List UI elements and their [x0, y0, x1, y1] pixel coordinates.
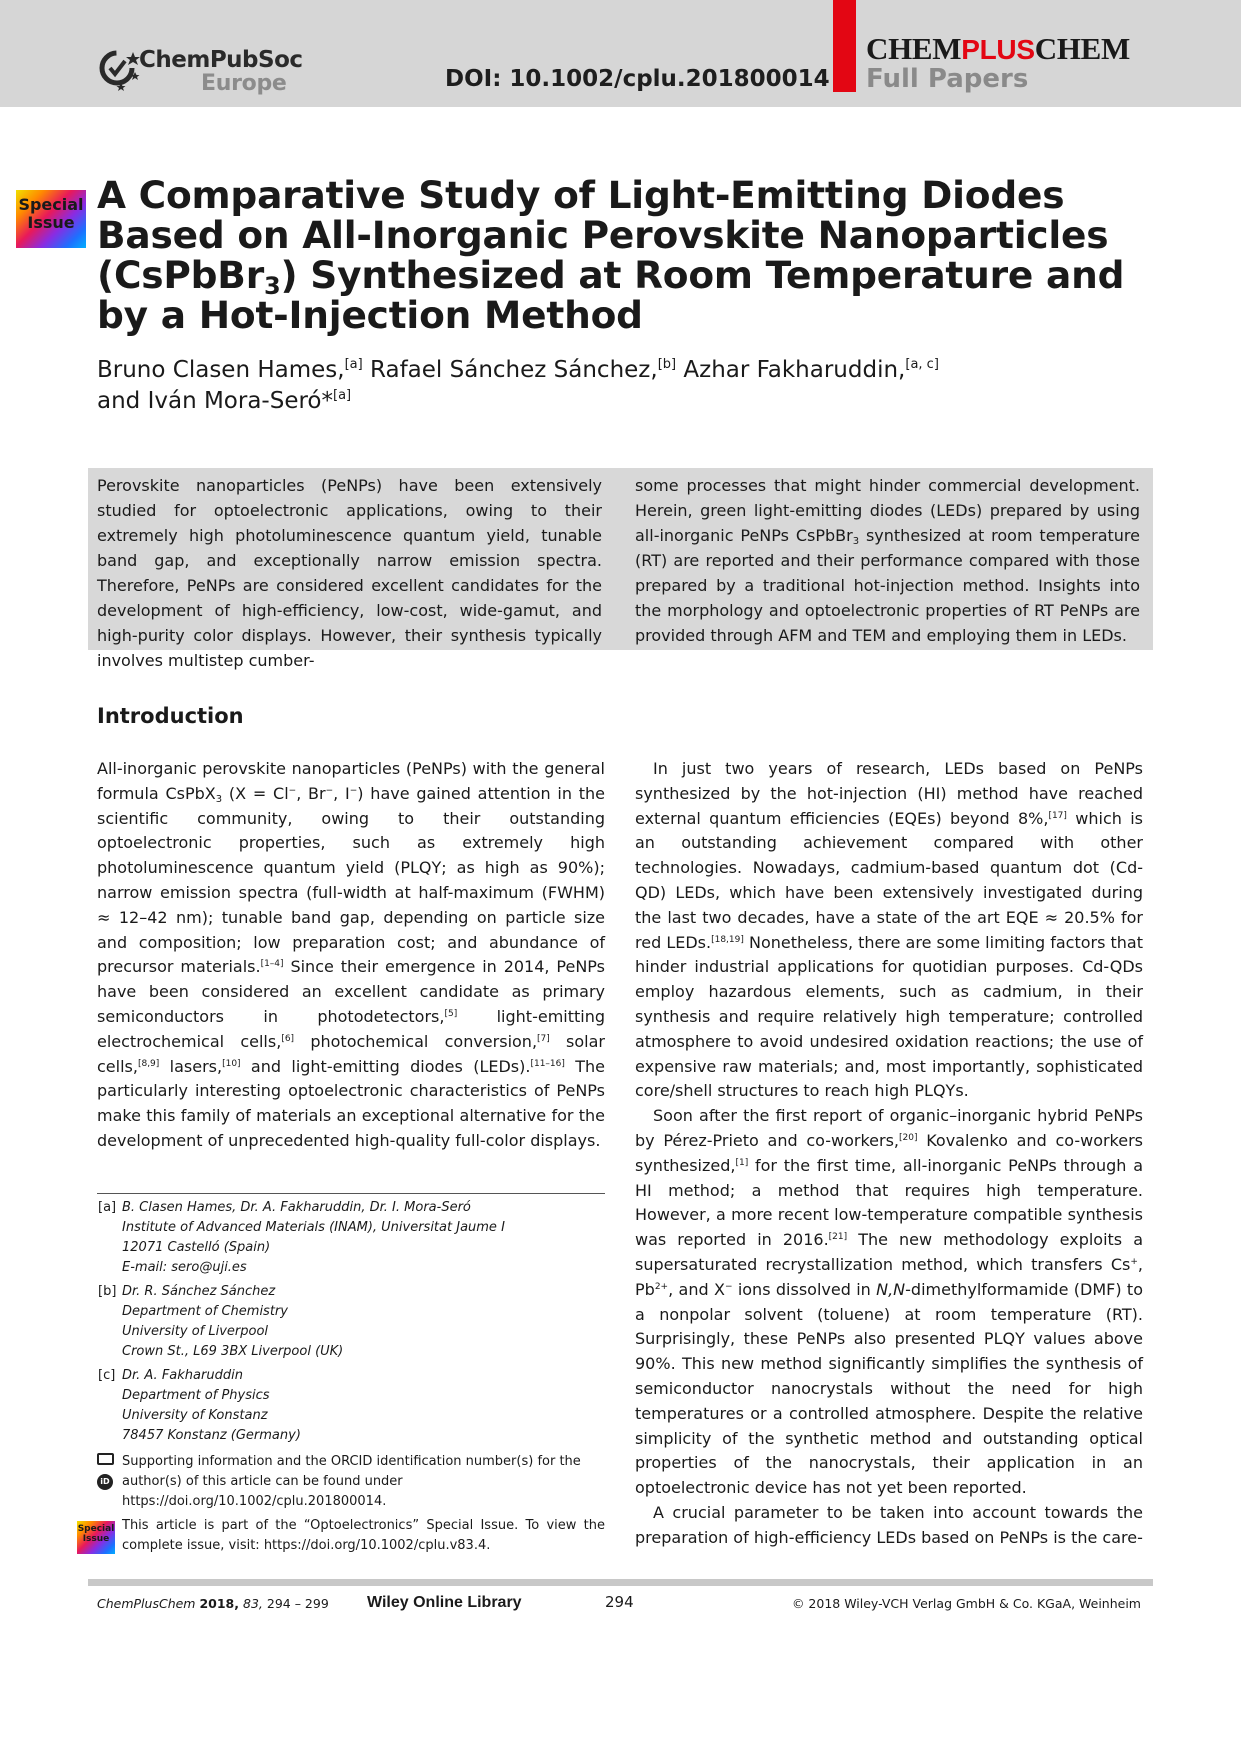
affiliation-tag: [a] [98, 1200, 117, 1215]
title-part2: ) Synthesized at Room Temperature and by a Hot-Injection Method [97, 253, 1125, 337]
footer-citation [97, 1596, 329, 1611]
article-type: Full Papers [866, 64, 1029, 94]
abstract-text: some processes that might hinder commercial development. Herein, green light-emitting diodes (LEDs) prepared by using all-inorganic PeNPs CsPbBr [635, 476, 1140, 545]
page-number: 294 [605, 1593, 634, 1611]
badge-line2: Issue [27, 212, 75, 232]
journal-accent-bar [833, 0, 856, 92]
footer-year: 2018, [199, 1596, 240, 1611]
text-run: ) have gained attention in the scientific community, owing to their outstanding optoelectronic properties, such as extremely high photoluminescence quantum yield (PLQY; as high as 90%); narrow emission spectra (full-width at half-maximum (FWHM) ≈ 12–42 nm); tunable band gap, depending on particle size and composition; low preparation cost; and abundance of precursor materials. [97, 783, 606, 977]
author-list [97, 355, 1097, 417]
orcid-icon[interactable]: iD [97, 1474, 113, 1490]
journal-name-part3: CHEM [1034, 31, 1130, 66]
author-name: Azhar Fakharuddin, [683, 357, 906, 383]
journal-name[interactable] [866, 31, 1130, 67]
affiliation-line: Dr. R. Sánchez Sánchez [122, 1284, 276, 1299]
citation-ref[interactable]: [11–16] [530, 1058, 565, 1069]
footer-journal: ChemPlusChem [97, 1596, 196, 1611]
text-run: (X = Cl [222, 783, 289, 803]
abstract-right-column [635, 473, 1140, 648]
text-run: Kovalenko and co-workers synthesized, [635, 1130, 1144, 1175]
text-run: The new methodology exploits a supersaturated recrystallization method, which transfers Cs [635, 1230, 1143, 1274]
supporting-info-note [97, 1452, 605, 1512]
section-heading-introduction: Introduction [97, 704, 244, 728]
abstract-subscript: 3 [852, 536, 860, 547]
citation-ref[interactable]: [21] [828, 1232, 848, 1243]
special-issue-small-badge [77, 1521, 115, 1554]
text-run: Since their emergence in 2014, PeNPs have been considered an excellent candidate as primary semiconductors in photodetectors, [97, 957, 606, 1026]
footnote-divider [97, 1193, 605, 1194]
body-column-left [97, 757, 605, 1154]
affiliation-tag: [b] [98, 1284, 117, 1299]
text-run: lasers, [159, 1056, 223, 1076]
publisher-name: ChemPubSoc [139, 47, 303, 73]
author-affiliation: [a] [344, 357, 363, 372]
citation-ref[interactable]: [1–4] [260, 959, 284, 970]
affiliation-line: Institute of Advanced Materials (INAM), Universitat Jaume I [122, 1220, 505, 1235]
affiliations [97, 1198, 605, 1450]
author-name: Bruno Clasen Hames, [97, 357, 345, 383]
affiliation-line: University of Liverpool [122, 1324, 269, 1339]
citation-ref[interactable]: [6] [281, 1033, 295, 1044]
text-run: ions dissolved in [732, 1279, 877, 1299]
publisher-logo[interactable] [97, 44, 303, 96]
text-run: , Pb [635, 1254, 1143, 1299]
italic-run: N,N [876, 1279, 906, 1299]
journal-name-part2: PLUS [961, 34, 1035, 65]
paragraph [635, 757, 1143, 1104]
affiliation-line: Crown St., L69 3BX Liverpool (UK) [122, 1344, 344, 1359]
affiliation-line: B. Clasen Hames, Dr. A. Fakharuddin, Dr. I. Mora-Seró [122, 1200, 471, 1215]
citation-ref[interactable]: [1] [735, 1157, 749, 1168]
text-run: light-emitting electrochemical cells, [97, 1006, 606, 1051]
author-affiliation: [a, c] [905, 357, 939, 372]
author-affiliation: [a] [333, 388, 352, 403]
title-subscript: 3 [263, 272, 281, 300]
copyright: © 2018 Wiley-VCH Verlag GmbH & Co. KGaA, Weinheim [791, 1596, 1141, 1611]
page-header [0, 0, 1241, 107]
footer-pages: 294 – 299 [266, 1596, 329, 1611]
footer-volume: 83, [243, 1596, 263, 1611]
author-name: and Iván Mora-Seró* [97, 388, 333, 414]
text-run: which is an outstanding achievement compared with other technologies. Nowadays, cadmium-based quantum dot (Cd-QD) LEDs, which have been extensively investigated during the last two decades, have a state of the art EQE ≈ 20.5% for red LEDs. [635, 808, 1144, 952]
citation-ref[interactable]: [17] [1048, 810, 1067, 821]
subscript: 3 [215, 793, 223, 805]
badge-line1: Special [77, 1524, 115, 1534]
text-run: , I [333, 783, 350, 803]
chempubsoc-star-logo-icon [97, 46, 143, 92]
citation-ref[interactable]: [10] [222, 1058, 241, 1069]
text-run: photochemical conversion, [294, 1031, 538, 1051]
affiliation-b [97, 1282, 605, 1362]
paragraph [635, 1104, 1143, 1501]
badge-line1: Special [18, 195, 84, 214]
affiliation-line: Department of Physics [122, 1388, 270, 1403]
abstract-left-column: Perovskite nanoparticles (PeNPs) have been extensively studied for optoelectronic applications, owing to their extremely high photoluminescence quantum yield, tunable band gap, and exceptionally narrow emission spectra. Therefore, PeNPs are considered excellent candidates for the development of high-efficiency, low-cost, wide-gamut, and high-purity color displays. However, their synthesis typically involves multistep cumber- [97, 476, 602, 670]
superscript: 2+ [654, 1281, 669, 1292]
footer-divider [88, 1579, 1153, 1586]
text-run: Nonetheless, there are some limiting factors that hinder industrial applications for quotidian purposes. Cd-QDs employ hazardous elements, such as cadmium, in their synthesis and require relatively high temperature; controlled atmosphere to avoid undesired oxidation reactions; the use of expensive raw materials; and, most importantly, sophisticated core/shell structures to reach high PLQYs. [635, 932, 1144, 1101]
publisher-region: Europe [201, 71, 287, 96]
superscript: − [349, 785, 358, 796]
superscript: − [288, 785, 297, 796]
text-run: , and X [668, 1279, 725, 1299]
title-part1: A Comparative Study of Light-Emitting Diodes Based on All-Inorganic Perovskite Nanoparticles (CsPbBr [97, 173, 1109, 297]
text-run: All-inorganic perovskite nanoparticles (PeNPs) with the general formula CsPbX [97, 759, 605, 803]
supporting-info-icon [97, 1453, 114, 1465]
badge-line2: Issue [82, 1533, 110, 1544]
abstract-text: synthesized at room temperature (RT) are reported and their performance compared with those prepared by a traditional hot-injection method. Insights into the morphology and optoelectronic properties of RT PeNPs are provided through AFM and TEM and employing them in LEDs. [635, 526, 1140, 645]
citation-ref[interactable]: [18,19] [711, 934, 744, 945]
doi-link[interactable]: DOI: 10.1002/cplu.201800014 [445, 66, 830, 92]
paragraph: A crucial parameter to be taken into account towards the preparation of high-efficiency LEDs based on PeNPs is the care- [635, 1502, 1143, 1547]
text-run: Soon after the first report of organic–inorganic hybrid PeNPs by Pérez-Prieto and co-workers, [635, 1106, 1143, 1150]
supporting-info-text[interactable]: Supporting information and the ORCID identification number(s) for the author(s) of this article can be found under https://doi.org/10.1002/cplu.201800014. [122, 1454, 581, 1509]
body-column-right [635, 757, 1143, 1551]
text-run: , Br [296, 783, 326, 803]
journal-name-part1: CHEM [866, 31, 962, 66]
text-run: In just two years of research, LEDs based on PeNPs synthesized by the hot-injection (HI) method have reached external quantum efficiencies (EQEs) beyond 8%, [635, 759, 1143, 828]
special-issue-badge[interactable] [16, 190, 86, 248]
citation-ref[interactable]: [5] [444, 1008, 458, 1019]
affiliation-line: Department of Chemistry [122, 1304, 288, 1319]
abstract-box [88, 468, 1153, 670]
wiley-online-library-link[interactable]: Wiley Online Library [367, 1594, 522, 1611]
affiliation-line: 12071 Castelló (Spain) [122, 1240, 271, 1255]
superscript: − [724, 1281, 733, 1292]
special-issue-note[interactable]: This article is part of the “Optoelectronics” Special Issue. To view the complete issue, visit: https://doi.org/10.1002/cplu.v83.4. [122, 1518, 605, 1553]
affiliation-line: 78457 Konstanz (Germany) [122, 1428, 301, 1443]
affiliation-a [97, 1198, 605, 1278]
superscript: − [325, 785, 334, 796]
note-icons [97, 1453, 115, 1490]
author-name: Rafael Sánchez Sánchez, [370, 357, 658, 383]
affiliation-line: University of Konstanz [122, 1408, 268, 1423]
affiliation-email[interactable]: E-mail: sero@uji.es [122, 1260, 247, 1275]
text-run: The particularly interesting optoelectronic characteristics of PeNPs make this family of materials an exceptional alternative for the development of unprecedented high-quality full-color displays. [97, 1056, 605, 1150]
text-run: for the first time, all-inorganic PeNPs through a HI method; a method that requires high temperature. However, a more recent low-temperature compatible synthesis was reported in 2016. [635, 1155, 1143, 1250]
text-run: -dimethylformamide (DMF) to a nonpolar solvent (toluene) at room temperature (RT). Surprisingly, these PeNPs also presented PLQY values above 90%. This new method significantly simplifies the synthesis of semiconductor nanocrystals without the need for high temperatures or a controlled atmosphere. Despite the relative simplicity of the synthetic method and outstanding optical properties of the nanocrystals, their application in an optoelectronic device has not yet been reported. [635, 1279, 1143, 1498]
article-title [97, 175, 1137, 335]
affiliation-c [97, 1366, 605, 1446]
paragraph [97, 757, 605, 1154]
author-affiliation: [b] [657, 357, 677, 372]
affiliation-tag: [c] [98, 1368, 116, 1383]
superscript: + [1130, 1256, 1138, 1267]
citation-ref[interactable]: [8,9] [137, 1058, 160, 1069]
text-run: and light-emitting diodes (LEDs). [240, 1056, 531, 1076]
affiliation-line: Dr. A. Fakharuddin [122, 1368, 243, 1383]
text-run: solar cells, [97, 1031, 606, 1076]
citation-ref[interactable]: [20] [899, 1132, 918, 1143]
citation-ref[interactable]: [7] [537, 1033, 550, 1044]
